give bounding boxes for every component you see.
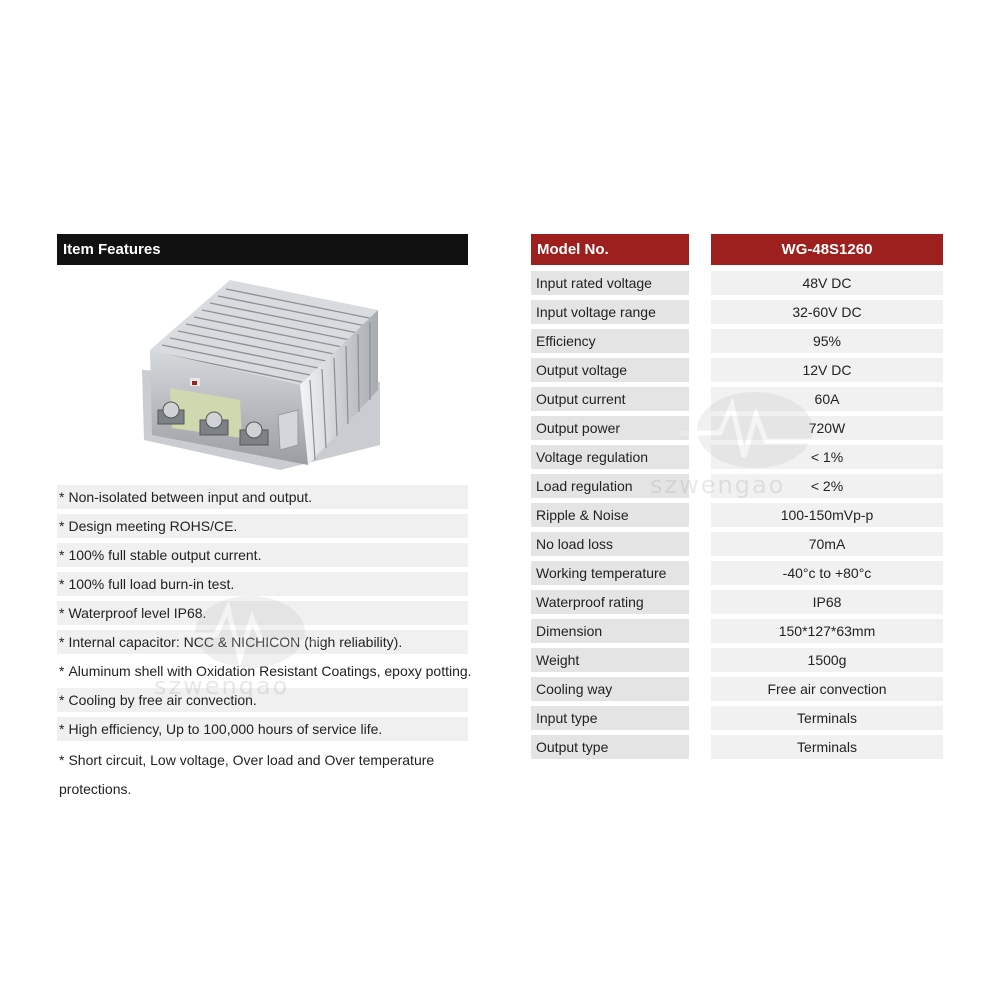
spec-value: 150*127*63mm	[711, 619, 943, 643]
spec-label: Output current	[531, 387, 689, 411]
spec-value: Terminals	[711, 735, 943, 759]
bullet-star: *	[59, 489, 65, 505]
bullet-star: *	[59, 721, 65, 737]
feature-item: * 100% full stable output current.	[57, 543, 468, 567]
spec-label: Efficiency	[531, 329, 689, 353]
feature-item: * Internal capacitor: NCC & NICHICON (high reliability).	[57, 630, 468, 654]
spec-label: Dimension	[531, 619, 689, 643]
spec-label: Input rated voltage	[531, 271, 689, 295]
spec-value: 720W	[711, 416, 943, 440]
feature-item: * Design meeting ROHS/CE.	[57, 514, 468, 538]
bullet-star: *	[59, 752, 65, 768]
spec-value: 70mA	[711, 532, 943, 556]
spec-label: Output voltage	[531, 358, 689, 382]
feature-item: * 100% full load burn-in test.	[57, 572, 468, 596]
spec-label: Waterproof rating	[531, 590, 689, 614]
spec-label: Output type	[531, 735, 689, 759]
bullet-star: *	[59, 663, 65, 679]
spec-header-value: WG-48S1260	[711, 234, 943, 265]
spec-value: < 2%	[711, 474, 943, 498]
bullet-star: *	[59, 605, 65, 621]
features-header: Item Features	[57, 234, 468, 265]
spec-value: 95%	[711, 329, 943, 353]
spec-value: Terminals	[711, 706, 943, 730]
spec-value: 100-150mVp-p	[711, 503, 943, 527]
feature-item: * High efficiency, Up to 100,000 hours of service life.	[57, 717, 468, 741]
watermark-text: szwengao	[650, 471, 786, 499]
feature-item: * Cooling by free air convection.	[57, 688, 468, 712]
bullet-star: *	[59, 634, 65, 650]
feature-item: * Waterproof level IP68.	[57, 601, 468, 625]
spec-label: No load loss	[531, 532, 689, 556]
spec-label: Working temperature	[531, 561, 689, 585]
spec-label: Input voltage range	[531, 300, 689, 324]
spec-label: Load regulation	[531, 474, 689, 498]
watermark-text: szwengao	[154, 672, 290, 700]
bullet-star: *	[59, 692, 65, 708]
spec-header-label: Model No.	[531, 234, 689, 265]
spec-value: Free air convection	[711, 677, 943, 701]
features-list	[57, 485, 497, 809]
spec-label: Weight	[531, 648, 689, 672]
bullet-star: *	[59, 547, 65, 563]
feature-item: * Non-isolated between input and output.	[57, 485, 468, 509]
spec-label: Cooling way	[531, 677, 689, 701]
spec-value: 1500g	[711, 648, 943, 672]
spec-label: Ripple & Noise	[531, 503, 689, 527]
feature-item: * Aluminum shell with Oxidation Resistant Coatings, epoxy potting.	[59, 663, 472, 679]
product-image	[130, 270, 390, 480]
spec-value: -40°c to +80°c	[711, 561, 943, 585]
spec-label: Input type	[531, 706, 689, 730]
spec-label: Voltage regulation	[531, 445, 689, 469]
feature-item: * Short circuit, Low voltage, Over load and Over temperature protections.	[59, 752, 435, 797]
spec-value: 60A	[711, 387, 943, 411]
spec-label: Output power	[531, 416, 689, 440]
bullet-star: *	[59, 576, 65, 592]
spec-value: IP68	[711, 590, 943, 614]
spec-value: 12V DC	[711, 358, 943, 382]
spec-value: 48V DC	[711, 271, 943, 295]
spec-value: < 1%	[711, 445, 943, 469]
spec-value: 32-60V DC	[711, 300, 943, 324]
bullet-star: *	[59, 518, 65, 534]
